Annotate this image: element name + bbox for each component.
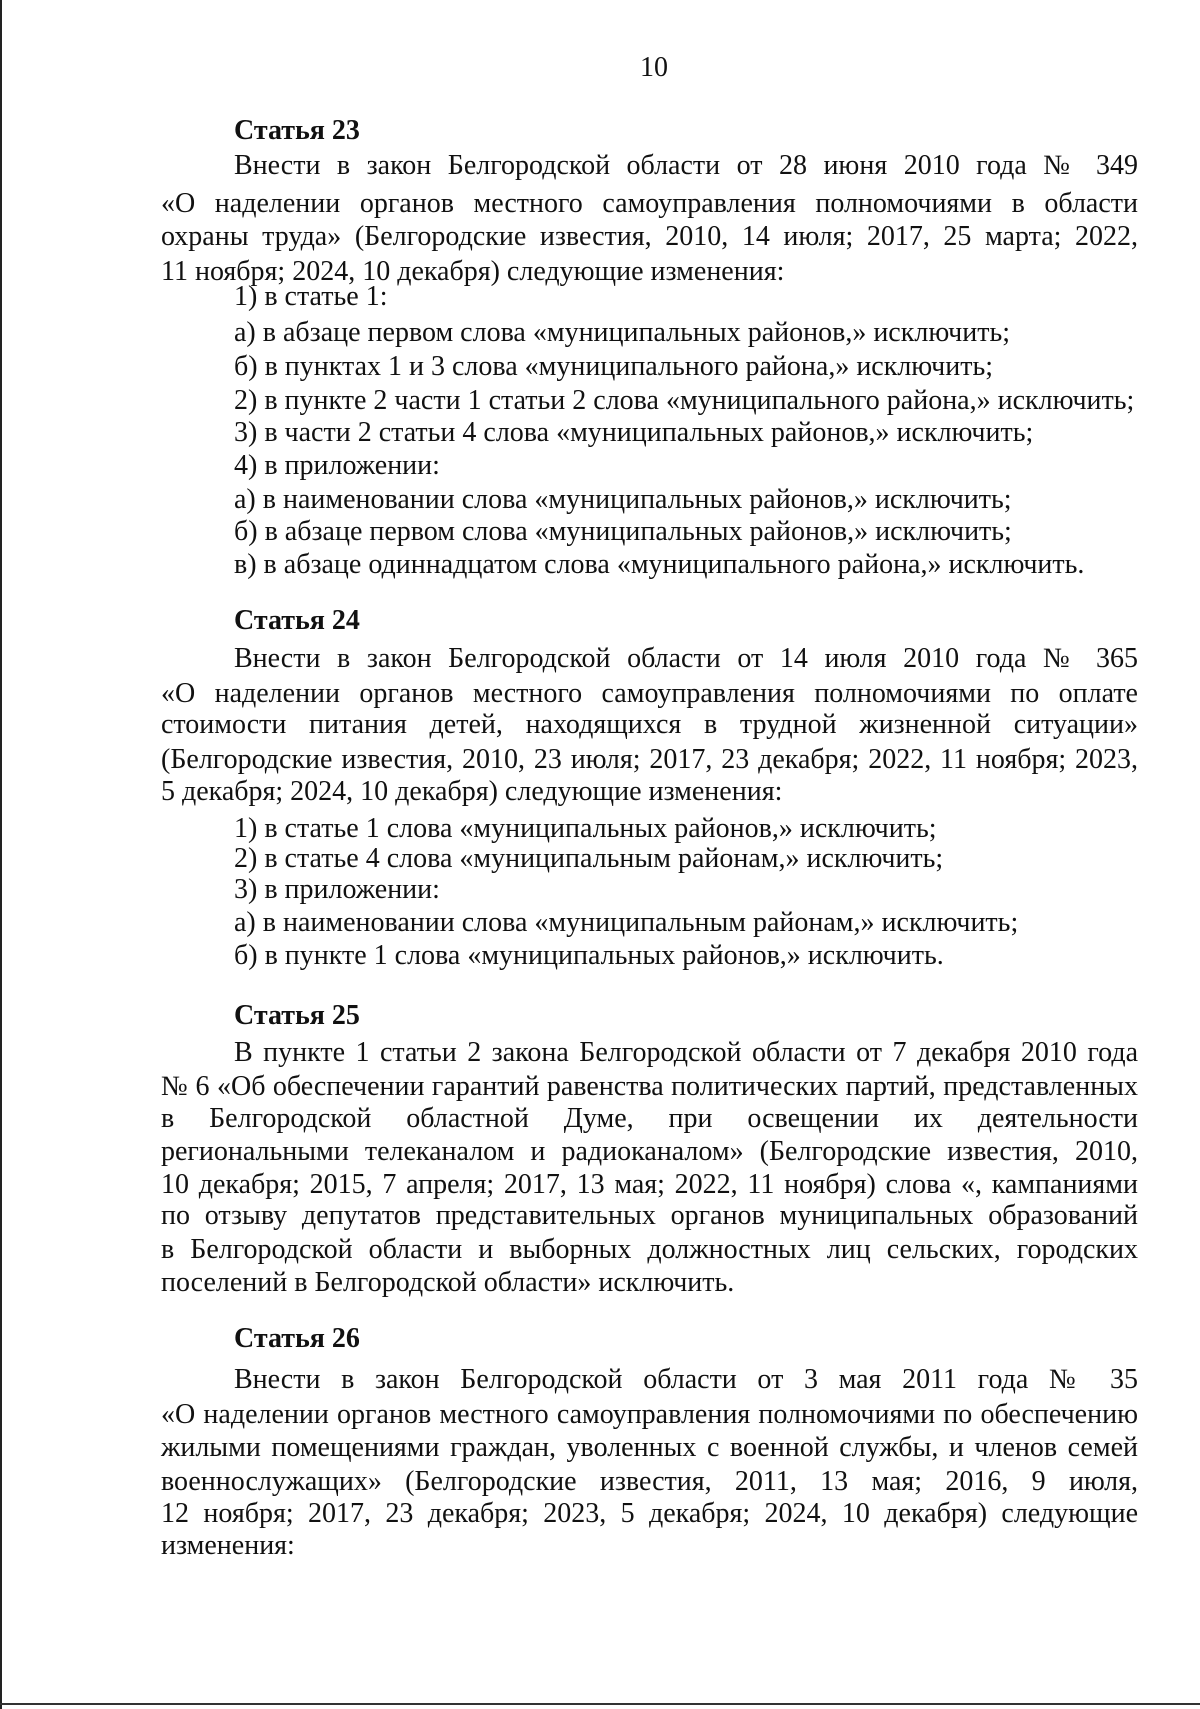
- text-line: изменения:: [161, 1530, 295, 1561]
- text-line: а) в абзаце первом слова «муниципальных районов,» исключить;: [234, 317, 1011, 348]
- text-line: «О наделении органов местного самоуправления полномочиями по оплате: [161, 678, 1138, 709]
- text-line: в) в абзаце одиннадцатом слова «муниципального района,» исключить.: [234, 549, 1085, 580]
- text-line: по отзыву депутатов представительных органов муниципальных образований: [161, 1200, 1138, 1231]
- text-line: 10 декабря; 2015, 7 апреля; 2017, 13 мая; 2022, 11 ноября) слова «, кампаниями: [161, 1169, 1138, 1200]
- text-line: «О наделении органов местного самоуправления полномочиями в области: [161, 188, 1138, 219]
- text-line: (Белгородские известия, 2010, 23 июля; 2017, 23 декабря; 2022, 11 ноября; 2023,: [161, 744, 1138, 775]
- text-line: б) в абзаце первом слова «муниципальных районов,» исключить;: [234, 516, 1012, 547]
- text-line: 5 декабря; 2024, 10 декабря) следующие изменения:: [161, 776, 783, 807]
- page-number: 10: [640, 52, 668, 83]
- text-line: Внести в закон Белгородской области от 3 мая 2011 года № 35: [234, 1364, 1138, 1395]
- text-line: в Белгородской области и выборных должностных лиц сельских, городских: [161, 1234, 1138, 1265]
- text-line: охраны труда» (Белгородские известия, 2010, 14 июля; 2017, 25 марта; 2022,: [161, 221, 1138, 252]
- text-line: Внести в закон Белгородской области от 14 июля 2010 года № 365: [234, 643, 1138, 674]
- text-line: 12 ноября; 2017, 23 декабря; 2023, 5 декабря; 2024, 10 декабря) следующие: [161, 1498, 1138, 1529]
- article-heading: Статья 25: [234, 1000, 360, 1031]
- article-heading: Статья 24: [234, 605, 360, 636]
- article-heading: Статья 23: [234, 115, 360, 146]
- text-line: 1) в статье 1 слова «муниципальных районов,» исключить;: [234, 813, 937, 844]
- text-line: поселений в Белгородской области» исключить.: [161, 1267, 735, 1298]
- text-line: 3) в приложении:: [234, 874, 440, 905]
- text-line: Внести в закон Белгородской области от 28 июня 2010 года № 349: [234, 150, 1138, 181]
- scan-bottom-edge: [0, 1703, 1200, 1705]
- text-line: 1) в статье 1:: [234, 281, 388, 312]
- text-line: а) в наименовании слова «муниципальных районов,» исключить;: [234, 484, 1012, 515]
- text-line: а) в наименовании слова «муниципальным районам,» исключить;: [234, 907, 1019, 938]
- text-line: В пункте 1 статьи 2 закона Белгородской области от 7 декабря 2010 года: [234, 1037, 1138, 1068]
- text-line: в Белгородской областной Думе, при освещении их деятельности: [161, 1103, 1138, 1134]
- text-line: региональными телеканалом и радиоканалом» (Белгородские известия, 2010,: [161, 1136, 1138, 1167]
- text-line: 2) в пункте 2 части 1 статьи 2 слова «муниципального района,» исключить;: [234, 385, 1135, 416]
- text-line: 3) в части 2 статьи 4 слова «муниципальных районов,» исключить;: [234, 417, 1034, 448]
- text-line: б) в пунктах 1 и 3 слова «муниципального района,» исключить;: [234, 351, 994, 382]
- text-line: «О наделении органов местного самоуправления полномочиями по обеспечению: [161, 1399, 1138, 1430]
- scan-left-edge: [0, 0, 2, 1709]
- text-line: № 6 «Об обеспечении гарантий равенства политических партий, представленных: [161, 1071, 1138, 1102]
- text-line: жилыми помещениями граждан, уволенных с военной службы, и членов семей: [161, 1432, 1138, 1463]
- text-line: 2) в статье 4 слова «муниципальным районам,» исключить;: [234, 843, 944, 874]
- article-heading: Статья 26: [234, 1323, 360, 1354]
- text-line: 11 ноября; 2024, 10 декабря) следующие изменения:: [161, 256, 785, 287]
- text-line: военнослужащих» (Белгородские известия, 2011, 13 мая; 2016, 9 июля,: [161, 1466, 1138, 1497]
- text-line: б) в пункте 1 слова «муниципальных районов,» исключить.: [234, 940, 944, 971]
- text-line: стоимости питания детей, находящихся в трудной жизненной ситуации»: [161, 709, 1138, 740]
- text-line: 4) в приложении:: [234, 450, 440, 481]
